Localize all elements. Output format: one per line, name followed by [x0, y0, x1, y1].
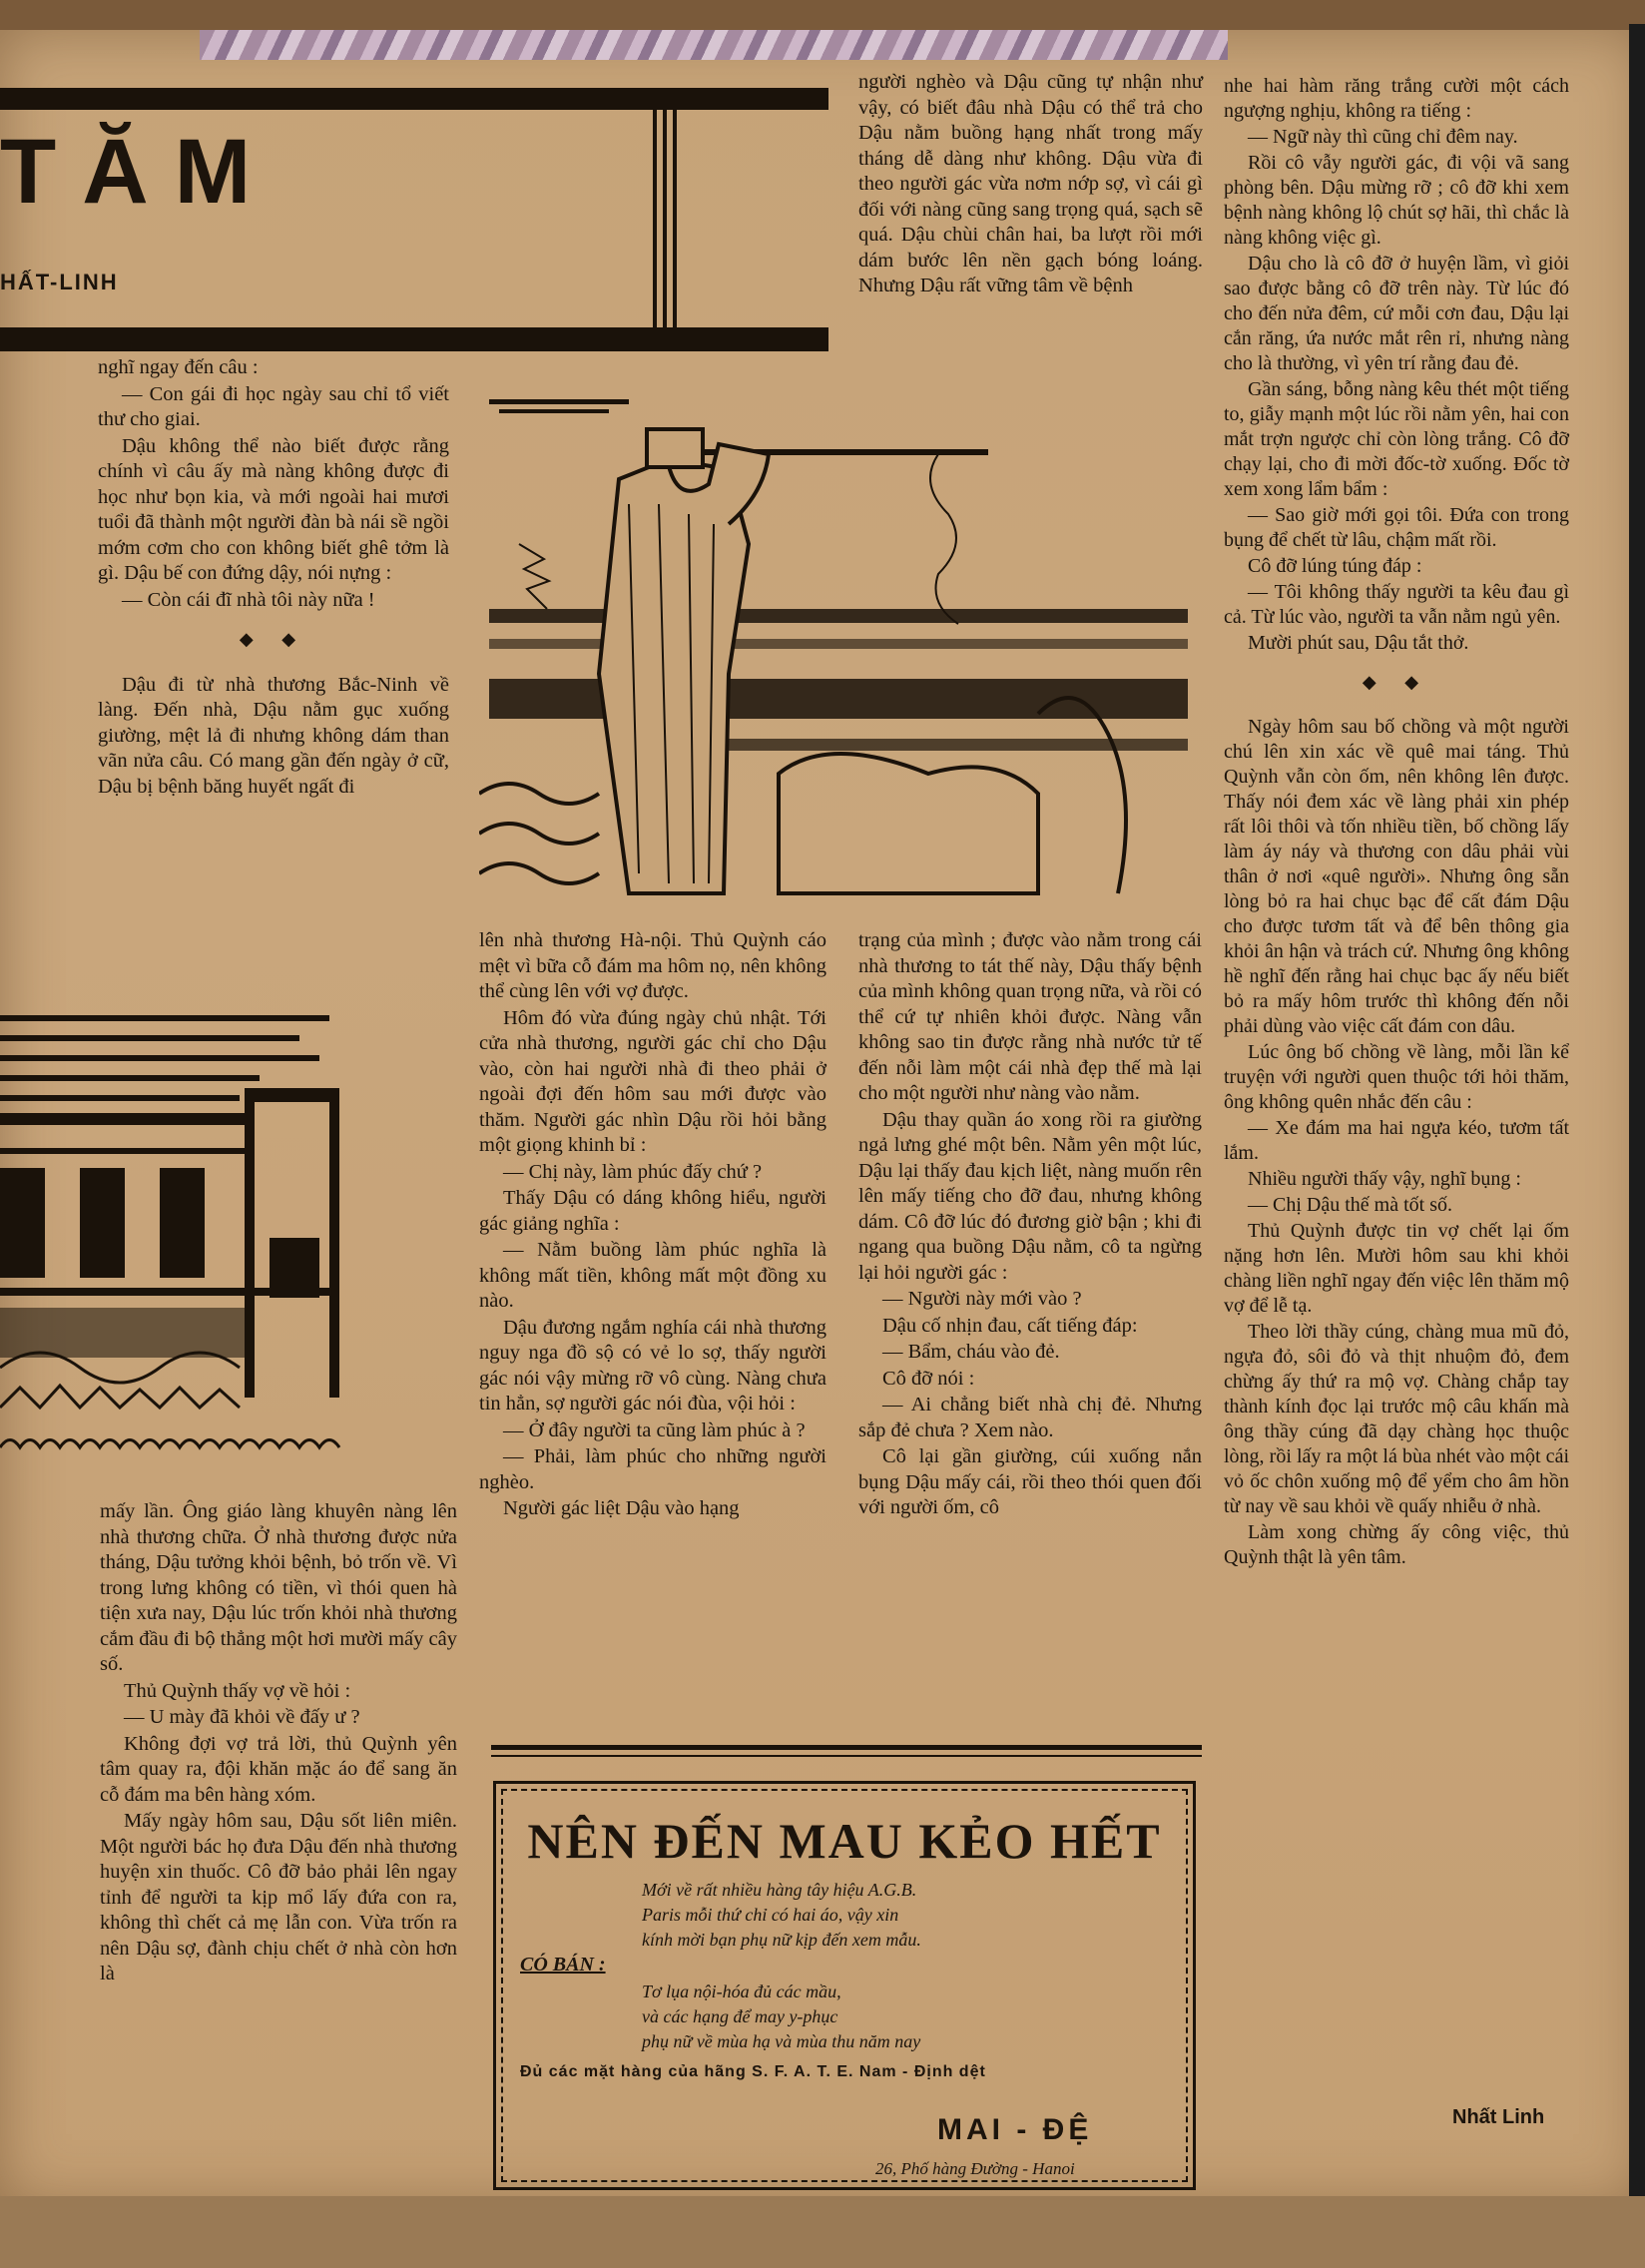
author-signature: Nhất Linh — [1452, 2106, 1545, 2128]
paragraph: — Sao giờ mới gọi tôi. Đứa con trong bụng để chết từ lâu, chậm mất rồi. — [1224, 504, 1569, 551]
paragraph: — Bẩm, cháu vào đẻ. — [882, 1341, 1060, 1363]
paragraph: trạng của mình ; được vào nằm trong cái nhà thương to tát thế này, Dậu thấy bệnh của mình không quan trọng nữa, và rồi có thể cứ tự nhiên khỏi được. Nàng vẫn không sao tin được rằng nhà nước tử tế đến nỗi làm một cái nhà đẹp thế mà lại cho một người như nàng vào nằm. — [858, 929, 1202, 1104]
paragraph: — Người này mới vào ? — [882, 1288, 1082, 1310]
ad-separator-bottom — [491, 1755, 1202, 1757]
paragraph: Dậu cho là cô đỡ ở huyện lầm, vì giỏi sao được bằng cô đỡ trên này. Từ lúc đó cho đến nửa đêm, cứ mỗi cơn đau, Dậu lại cắn răng, ứa nước mắt rên rỉ, nhưng nàng cho là thường, vì yên trí rằng đau đẻ. — [1224, 253, 1569, 374]
column-1-bottom — [100, 1499, 457, 1988]
binder-edge — [1629, 24, 1645, 2210]
paragraph: mấy lần. Ông giáo làng khuyên nàng lên nhà thương chữa. Ở nhà thương được nửa tháng, Dậu tưởng khỏi bệnh, bỏ trốn về. Vì trong lưng không có tiền, vì thói quen hà tiện xưa nay, Dậu lúc trốn khỏi nhà thương cắm đầu đi bộ thẳng một hơi mười mấy cây số. — [100, 1500, 457, 1675]
paragraph: Làm xong chừng ấy công việc, thủ Quỳnh thật là yên tâm. — [1224, 1521, 1569, 1568]
paragraph: Không đợi vợ trả lời, thủ Quỳnh yên tâm quay ra, đội khăn mặc áo để sang ăn cỗ đám ma bên hàng xóm. — [100, 1732, 457, 1806]
ad-items — [642, 1980, 920, 2054]
paragraph: — U mày đã khỏi về đấy ư ? — [124, 1706, 360, 1728]
hospital-building-illustration — [0, 988, 349, 1477]
paragraph: — Chị Dậu thế mà tốt số. — [1248, 1194, 1452, 1216]
paragraph: Theo lời thầy cúng, chàng mua mũ đỏ, ngựa đỏ, sôi đỏ và thịt nhuộm đỏ, đem chừng ấy thứ ra mộ vợ. Chàng chắp tay thành kính đọc lại trước mộ câu khấn mà ông thầy cúng đã dạy chàng học thuộc lòng, rồi lấy ra một lá bùa nhét vào một cái vỏ ốc chôn xuống mộ để yểm cho âm hồn từ nay về sau khỏi về quấy nhiễu ở nhà. — [1224, 1321, 1569, 1517]
column-2-bottom — [479, 928, 826, 1523]
paragraph: — Ở đây người ta cũng làm phúc à ? — [503, 1418, 806, 1441]
paragraph: Rồi cô vẫy người gác, đi vội vã sang phòng bên. Dậu mừng rỡ ; cô đỡ khi xem bệnh nàng không lộ chút sợ hãi, thì chắc là nàng không việc gì. — [1224, 152, 1569, 249]
ad-intro — [642, 1878, 921, 1953]
paragraph: — Chị này, làm phúc đấy chứ ? — [503, 1160, 763, 1183]
paragraph: Ngày hôm sau bố chồng và một người chú lên xin xác về quê mai táng. Thủ Quỳnh vẫn còn ốm, nên không lên được. Thấy nói đem xác về làng phải xin phép rất lôi thôi và tốn nhiều tiền, bố chồng lấy làm áy náy và thương con dâu phải vùi thân ở nơi «quê người». Nhưng ông sẵn lòng bỏ ra hai chục bạc để cất đám Dậu cho được tươm tất và để bên thông gia khỏi ân hận và trách cứ. Nhưng ông không hề nghĩ đến rằng hai chục bạc ấy nếu biết bỏ ra mấy hôm trước thì không đến nỗi phải dùng vào việc cất đám con dâu. — [1224, 716, 1569, 1037]
article-title: TĂM — [0, 121, 277, 223]
advertisement-box — [493, 1781, 1196, 2190]
ad-item: Tơ lụa nội-hóa đủ các mầu, — [642, 1982, 841, 2001]
header-vline-2 — [663, 108, 667, 327]
newspaper-page — [0, 30, 1645, 2206]
paragraph: Dậu không thể nào biết được rằng chính vì câu ấy mà nàng không được đi học như bọn kia, và mới ngoài hai mươi tuổi đã thành một người đàn bà nái sề ngồi mớm cơm cho con không biết ghê tởm là gì. Dậu bế con đứng dậy, nói nựng : — [98, 434, 449, 584]
paragraph: Thủ Quỳnh thấy vợ về hỏi : — [124, 1679, 351, 1702]
column-3-bottom — [858, 928, 1202, 1522]
section-divider: ◆ ◆ — [239, 629, 308, 649]
paragraph: — Ai chẳng biết nhà chị đẻ. Nhưng sắp đẻ chưa ? Xem nào. — [858, 1394, 1202, 1441]
paragraph: lên nhà thương Hà-nội. Thủ Quỳnh cáo mệt vì bữa cỗ đám ma hôm nọ, nên không thể cùng lên với vợ được. — [479, 929, 826, 1002]
ad-intro-line: Mới về rất nhiều hàng tây hiệu A.G.B. — [642, 1880, 917, 1900]
ad-intro-line: kính mời bạn phụ nữ kịp đến xem mẫu. — [642, 1930, 921, 1950]
man-with-pipe-illustration — [479, 374, 1198, 918]
table-surface — [0, 2196, 1645, 2268]
section-divider: ◆ ◆ — [1362, 672, 1431, 692]
header-rule-bottom — [0, 327, 828, 351]
paragraph: — Nằm buồng làm phúc nghĩa là không mất tiền, không mất một đồng xu nào. — [479, 1239, 826, 1312]
paragraph: Dậu đi từ nhà thương Bắc-Ninh về làng. Đến nhà, Dậu nằm gục xuống giường, mệt lả đi nhưng không dám than vãn nửa câu. Có mang gần đến ngày ở cữ, Dậu bị bệnh băng huyết ngất đi — [98, 673, 449, 798]
paragraph: Cô lại gần giường, cúi xuống nắn bụng Dậu mấy cái, rồi theo thói quen đối với người ốm, cô — [858, 1445, 1202, 1518]
ad-intro-line: Paris mỗi thứ chỉ có hai áo, vậy xin — [642, 1905, 899, 1925]
paragraph: Cô đỡ lúng túng đáp : — [1248, 555, 1422, 577]
paragraph: Cô đỡ nói : — [882, 1367, 975, 1390]
paragraph: Dậu đương ngắm nghía cái nhà thương nguy nga đồ sộ có vẻ lo sợ, thấy người gác nói vậy mừng rỡ vô cùng. Nàng chưa tin hẳn, sợ người gác nói đùa, vội hỏi : — [479, 1316, 826, 1415]
paragraph: — Ngữ này thì cũng chỉ đêm nay. — [1248, 126, 1518, 148]
paragraph: Người gác liệt Dậu vào hạng — [503, 1497, 740, 1519]
paragraph: Thấy Dậu có dáng không hiểu, người gác giảng nghĩa : — [479, 1187, 826, 1235]
ad-separator-top — [491, 1745, 1202, 1750]
ad-address: 26, Phố hàng Đường - Hanoi — [875, 2159, 1075, 2178]
paragraph: — Phải, làm phúc cho những người nghèo. — [479, 1445, 826, 1493]
paragraph: nghĩ ngay đến câu : — [98, 356, 259, 378]
paragraph: nhe hai hàm răng trắng cười một cách ngượng nghịu, không ra tiếng : — [1224, 75, 1569, 122]
ad-title: NÊN ĐẾN MAU KẺO HẾT — [527, 1813, 1162, 1869]
ad-bold-line: Đủ các mặt hàng của hãng S. F. A. T. E. Nam - Định dệt — [520, 2063, 986, 2080]
marbled-binding-edge — [200, 30, 1228, 60]
paragraph: Mười phút sau, Dậu tắt thở. — [1248, 632, 1469, 654]
paragraph: Gần sáng, bỗng nàng kêu thét một tiếng to, giẫy mạnh một lúc rồi nằm yên, hai con mắt trợn ngược chỉ còn lòng trắng. Cô đỡ chạy lại, cho đi mời đốc-tờ xuống. Đốc tờ xem xong lẩm bẩm : — [1224, 378, 1569, 500]
paragraph: — Còn cái đĩ nhà tôi này nữa ! — [122, 588, 375, 611]
column-4 — [1224, 74, 1569, 1571]
paragraph: Mấy ngày hôm sau, Dậu sốt liên miên. Một người bác họ đưa Dậu đến nhà thương huyện xin thuốc. Cô đỡ bảo phải lên ngay tỉnh để người ta kịp mổ lấy đứa con ra, không thì chết cả mẹ lẫn con. Vừa trốn ra nên Dậu sợ, đành chịu chết ở nhà còn hơn là — [100, 1810, 457, 1984]
paragraph: Hôm đó vừa đúng ngày chủ nhật. Tới cửa nhà thương, người gác chỉ cho Dậu vào, còn hai người nhà đi theo phải ở ngoài đợi đến hôm sau mới được vào thăm. Người gác nhìn Dậu rồi hỏi bằng một giọng khinh bỉ : — [479, 1006, 826, 1156]
article-author: HẤT-LINH — [0, 270, 119, 294]
header-rule-top — [0, 88, 828, 110]
ad-item: và các hạng để may y-phục — [642, 2006, 838, 2026]
ad-item: phụ nữ về mùa hạ và mùa thu năm nay — [642, 2031, 921, 2051]
column-1-top — [98, 355, 449, 801]
paragraph: — Con gái đi học ngày sau chỉ tổ viết thư cho giai. — [98, 382, 449, 430]
column-2-top — [858, 70, 1203, 300]
paragraph: — Tôi không thấy người ta kêu đau gì cả. Từ lúc vào, người ta vẫn nằm ngủ yên. — [1224, 581, 1569, 628]
paragraph: người nghèo và Dậu cũng tự nhận như vậy, có biết đâu nhà Dậu có thể trả cho Dậu nằm buồng hạng nhất trong mấy tháng dễ dàng như không. Dậu vừa đi theo người gác vừa nơm nớp sợ, vì cái gì đối với nàng cũng sang trọng quá, sạch sẽ quá. Dậu chùi chân hai, ba lượt rồi mới dám bước lên nền gạch bóng loáng. Nhưng Dậu rất vững tâm về bệnh — [858, 71, 1203, 296]
paragraph: Nhiều người thấy vậy, nghĩ bụng : — [1248, 1168, 1521, 1190]
paragraph: — Xe đám ma hai ngựa kéo, tươm tất lắm. — [1224, 1117, 1569, 1164]
paragraph: Thủ Quỳnh được tin vợ chết lại ốm nặng hơn lên. Mười hôm sau khi khỏi chàng liền nghĩ ngay đến việc lên thăm mộ vợ để lễ tạ. — [1224, 1220, 1569, 1317]
paragraph: Dậu cố nhịn đau, cất tiếng đáp: — [882, 1314, 1138, 1337]
ad-label: CÓ BÁN : — [520, 1954, 606, 1976]
paragraph: Lúc ông bố chồng về làng, mỗi lần kể truyện với người quen thuộc tới hỏi thăm, ông không quên nhắc đến câu : — [1224, 1041, 1569, 1113]
header-vline-3 — [673, 108, 677, 327]
paragraph: Dậu thay quần áo xong rồi ra giường ngả lưng ghé một bên. Nằm yên một lúc, Dậu lại thấy đau kịch liệt, nàng muốn rên lên mấy tiếng cho đỡ đau, nhưng không dám. Cô đỡ lúc đó đương giờ bận ; khi đi ngang qua buồng Dậu nằm, cô ta ngừng lại hỏi người gác : — [858, 1108, 1202, 1284]
header-vline-1 — [653, 108, 657, 327]
ad-brand: MAI - ĐỆ — [937, 2113, 1093, 2146]
